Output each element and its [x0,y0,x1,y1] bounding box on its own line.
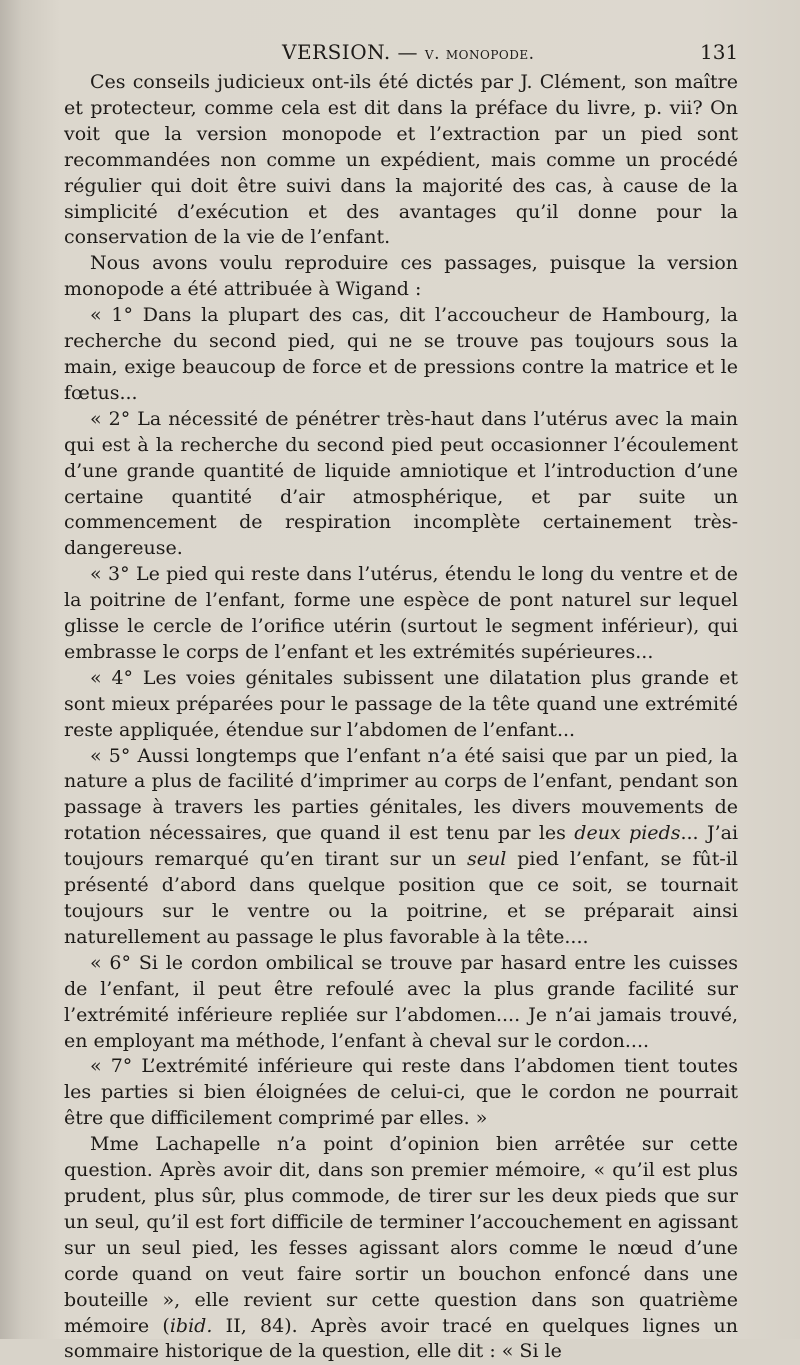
paragraph-text: Mme Lachapelle n’a point d’opinion bien arrêtée sur cette question. Après avoir dit, dans son premier mémoire, « qu’il est plus prudent, plus sûr, plus commode, de tirer sur les deux pieds que sur un seul, qu’il est fort difficile de terminer l’accouchement en agissant sur un seul pied, les fesses agissant alors comme le nœud d’une corde quand on veut faire sortir un bouchon enfoncé dans une bouteille », elle revient sur cette question dans son quatrième mémoire ( [64,1133,738,1337]
paragraph: « 2° La nécessité de pénétrer très-haut dans l’utérus avec la main qui est à la recherche du second pied peut occasionner l’écoulement d’une grande quantité de liquide amniotique et l’introduction d’une certaine quantité d’air atmosphérique, et par suite un commencement de respiration incomplète certainement très-dangereuse. [64,407,738,560]
running-head-dash: — [397,40,419,64]
paragraph: Nous avons voulu reproduire ces passages, puisque la version monopode a été attribuée à Wigand : [64,252,738,301]
paragraph-text: ... J’ai toujours remarqué qu’en tirant sur un [64,822,739,871]
running-head-subtitle: v. monopode. [424,44,535,64]
body-text [64,70,738,1365]
paragraph: « 1° Dans la plupart des cas, dit l’accoucheur de Hambourg, la recherche du second pied, qui ne se trouve pas toujours sous la main, exige beaucoup de force et de pressions contre la matrice et le fœtus... [64,304,738,404]
paragraph-text: « 5° Aussi longtemps que l’enfant n’a été saisi que par un pied, la nature a plus de facilité d’imprimer au corps de l’enfant, pendant son passage à travers les parties génitales, les divers mouvements de rotation nécessaires, que quand il est tenu par les [64,744,738,845]
paragraph-text: pied l’enfant, se fût-il présenté d’abord dans quelque position que ce soit, se tournait toujours sur le ventre ou la poitrine, et se préparait ainsi naturellement au passage le plus favorable à la tête.... [64,848,738,948]
paragraph: « 4° Les voies génitales subissent une dilatation plus grande et sont mieux préparées pour le passage de la tête quand une extrémité reste appliquée, étendue sur l’abdomen de l’enfant... [64,666,738,741]
page-header [0,38,800,68]
paragraph-text: II, 84). Après avoir tracé en quelques lignes un sommaire historique de la question, elle dit : « Si le [64,1314,738,1363]
paragraph: « 6° Si le cordon ombilical se trouve par hasard entre les cuisses de l’enfant, il peut être refoulé avec la plus grande facilité sur l’extrémité inférieure repliée sur l’abdomen.... Je n’ai jamais trouvé, en employant ma méthode, l’enfant à cheval sur le cordon.... [64,951,738,1052]
italic-text: seul [467,848,507,871]
italic-text: ibid. [169,1314,213,1337]
paragraph: Ces conseils judicieux ont-ils été dictés par J. Clément, son maître et protecteur, comme cela est dit dans la préface du livre, p. vii? On voit que la version monopode et l’extraction par un pied sont recommandées non comme un expédient, mais comme un procédé régulier qui doit être suivi dans la majorité des cas, à cause de la simplicité d’exécution et des avantages qu’il donne pour la conservation de la vie de l’enfant. [64,71,738,249]
page-number: 131 [700,40,739,64]
running-head [282,40,535,64]
paragraph: « 3° Le pied qui reste dans l’utérus, étendu le long du ventre et de la poitrine de l’enfant, forme une espèce de pont naturel sur lequel glisse le cercle de l’orifice utérin (surtout le segment inférieur), qui embrasse le corps de l’enfant et les extrémités supérieures... [64,563,738,663]
paragraph [64,1132,738,1365]
italic-text: deux pieds [574,822,681,845]
running-head-title: VERSION. [282,40,391,64]
paragraph [64,744,738,951]
paragraph: « 7° L’extrémité inférieure qui reste dans l’abdomen tient toutes les parties si bien éloignées de celui-ci, que le cordon ne pourrait être que difficilement comprimé par elles. » [64,1055,738,1130]
